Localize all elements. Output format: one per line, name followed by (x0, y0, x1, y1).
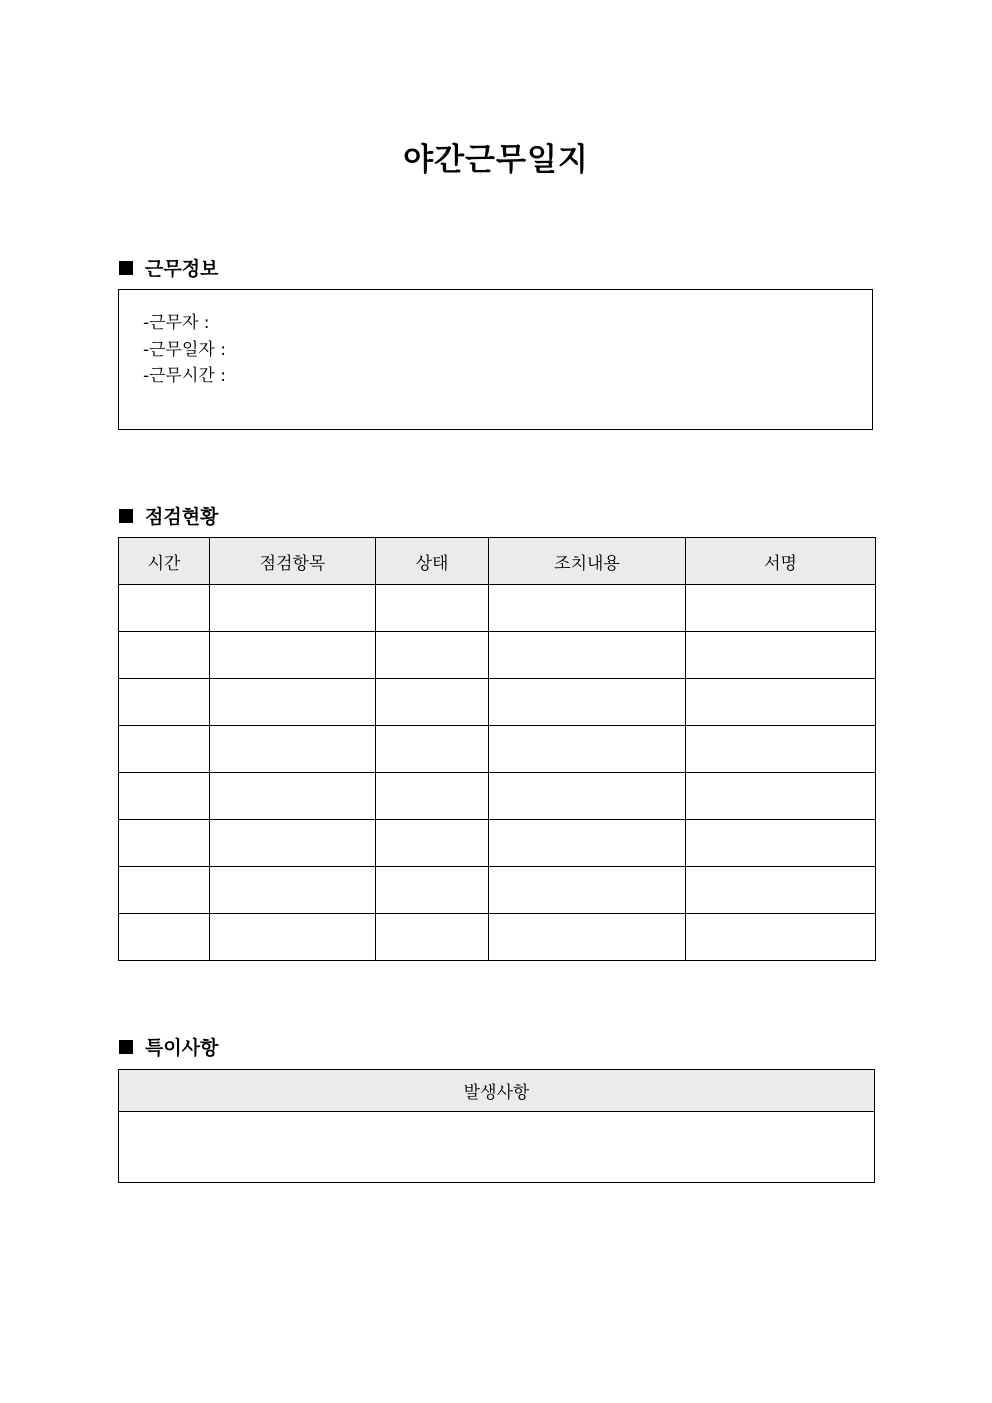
column-header-status: 상태 (376, 538, 489, 585)
table-row (119, 726, 876, 773)
table-row (119, 773, 876, 820)
status-cell[interactable] (376, 585, 489, 632)
section-heading-notes (119, 1033, 218, 1060)
signature-cell[interactable] (686, 726, 876, 773)
section-heading-label: 특이사항 (145, 1037, 219, 1059)
section-heading-inspection (119, 502, 218, 529)
work-info-box (118, 289, 873, 430)
inspection-item-cell[interactable] (210, 773, 376, 820)
time-cell[interactable] (119, 679, 210, 726)
time-cell[interactable] (119, 773, 210, 820)
black-square-icon (119, 261, 133, 275)
signature-cell[interactable] (686, 867, 876, 914)
status-cell[interactable] (376, 820, 489, 867)
time-cell[interactable] (119, 632, 210, 679)
table-row (119, 867, 876, 914)
section-heading-label: 점검현황 (145, 506, 219, 528)
action-cell[interactable] (489, 585, 686, 632)
status-cell[interactable] (376, 867, 489, 914)
occurrence-cell[interactable] (119, 1112, 875, 1183)
inspection-item-cell[interactable] (210, 679, 376, 726)
signature-cell[interactable] (686, 773, 876, 820)
section-heading-label: 근무정보 (145, 258, 219, 280)
worker-field[interactable]: -근무자 : (143, 313, 210, 333)
column-header-occurrence: 발생사항 (119, 1070, 875, 1112)
action-cell[interactable] (489, 679, 686, 726)
signature-cell[interactable] (686, 820, 876, 867)
table-row (119, 1112, 875, 1183)
column-header-action: 조치내용 (489, 538, 686, 585)
column-header-inspection-item: 점검항목 (210, 538, 376, 585)
status-cell[interactable] (376, 773, 489, 820)
action-cell[interactable] (489, 726, 686, 773)
time-cell[interactable] (119, 820, 210, 867)
inspection-item-cell[interactable] (210, 820, 376, 867)
work-time-field[interactable]: -근무시간 : (143, 366, 226, 386)
table-row (119, 914, 876, 961)
status-cell[interactable] (376, 726, 489, 773)
black-square-icon (119, 1040, 133, 1054)
work-date-field[interactable]: -근무일자 : (143, 339, 226, 360)
action-cell[interactable] (489, 914, 686, 961)
time-cell[interactable] (119, 867, 210, 914)
column-header-time: 시간 (119, 538, 210, 585)
table-row (119, 820, 876, 867)
action-cell[interactable] (489, 867, 686, 914)
time-cell[interactable] (119, 914, 210, 961)
signature-cell[interactable] (686, 632, 876, 679)
table-header-row (119, 538, 876, 585)
inspection-table (118, 537, 876, 961)
table-row (119, 679, 876, 726)
signature-cell[interactable] (686, 914, 876, 961)
section-heading-work-info (119, 254, 218, 281)
action-cell[interactable] (489, 820, 686, 867)
inspection-item-cell[interactable] (210, 632, 376, 679)
black-square-icon (119, 509, 133, 523)
signature-cell[interactable] (686, 585, 876, 632)
column-header-signature: 서명 (686, 538, 876, 585)
inspection-item-cell[interactable] (210, 585, 376, 632)
signature-cell[interactable] (686, 679, 876, 726)
inspection-item-cell[interactable] (210, 914, 376, 961)
table-row (119, 632, 876, 679)
status-cell[interactable] (376, 632, 489, 679)
action-cell[interactable] (489, 773, 686, 820)
time-cell[interactable] (119, 726, 210, 773)
inspection-item-cell[interactable] (210, 726, 376, 773)
page-title: 야간근무일지 (403, 142, 589, 178)
time-cell[interactable] (119, 585, 210, 632)
status-cell[interactable] (376, 679, 489, 726)
status-cell[interactable] (376, 914, 489, 961)
inspection-item-cell[interactable] (210, 867, 376, 914)
action-cell[interactable] (489, 632, 686, 679)
table-row (119, 585, 876, 632)
notes-table (118, 1069, 875, 1183)
table-header-row (119, 1070, 875, 1112)
